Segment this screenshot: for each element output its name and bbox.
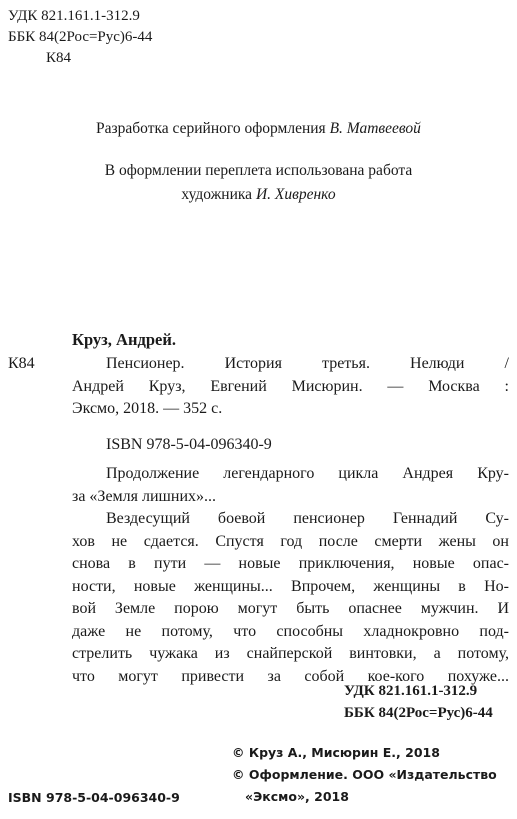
annotation-line: хов не сдается. Спустя год после смерти жены он: [72, 532, 509, 550]
top-bbk-code: ББК 84(2Рос=Рус)6-44: [8, 29, 153, 45]
copyright-authors: © Круз А., Мисюрин Е., 2018: [232, 745, 440, 760]
catalog-line: Эксмо, 2018. — 352 с.: [72, 400, 223, 417]
series-design-label: Разработка серийного оформления: [96, 120, 326, 137]
copyright-design: © Оформление. ООО «Издательство: [232, 767, 497, 782]
catalog-cutter: К84: [8, 355, 35, 372]
bottom-bbk-code: ББК 84(2Рос=Рус)6-44: [344, 705, 493, 721]
top-cutter-code: К84: [46, 50, 72, 66]
cover-artist-credit: [0, 183, 517, 207]
cover-credit-line: В оформлении переплета использована работа: [104, 162, 413, 179]
annotation-line: стрелить чужака из снайперской винтовки, а потому,: [72, 645, 509, 662]
cover-artist-name: И. Хивренко: [255, 186, 336, 203]
catalog-line: Пенсионер. История третья. Нелюди /: [106, 355, 509, 372]
top-udk-code: УДК 821.161.1-312.9: [8, 8, 140, 24]
cover-artist-label: художника: [181, 186, 253, 203]
catalog-author: Круз, Андрей.: [72, 330, 176, 349]
annotation-line: Продолжение легендарного цикла Андрея Кру-: [106, 465, 509, 482]
annotation-line: ности, новые женщины... Впрочем, женщины в Но-: [72, 577, 509, 595]
copyright-publisher: «Эксмо», 2018: [245, 789, 349, 804]
catalog-isbn: ISBN 978-5-04-096340-9: [106, 436, 272, 453]
annotation-line: даже не потому, что способны хладнокровно под-: [72, 622, 509, 640]
catalog-line: Андрей Круз, Евгений Мисюрин. — Москва :: [72, 377, 509, 395]
catalog-description: [72, 353, 509, 421]
bottom-isbn: ISBN 978-5-04-096340-9: [8, 790, 180, 805]
series-design-credit: [0, 117, 517, 141]
annotation-line: за «Земля лишних»...: [72, 487, 216, 505]
annotation-line: вой Земле порою могут быть опаснее мужчин. И: [72, 600, 509, 617]
annotation-line: Вездесущий боевой пенсионер Геннадий Су-: [106, 510, 509, 527]
annotation-line: что могут привести за собой кое-кого похуже...: [72, 667, 509, 685]
annotation-line: снова в пути — новые приключения, новые опас-: [72, 555, 509, 572]
series-design-author: В. Матвеевой: [329, 120, 421, 137]
bottom-udk-code: УДК 821.161.1-312.9: [344, 683, 478, 699]
annotation: [72, 463, 509, 688]
